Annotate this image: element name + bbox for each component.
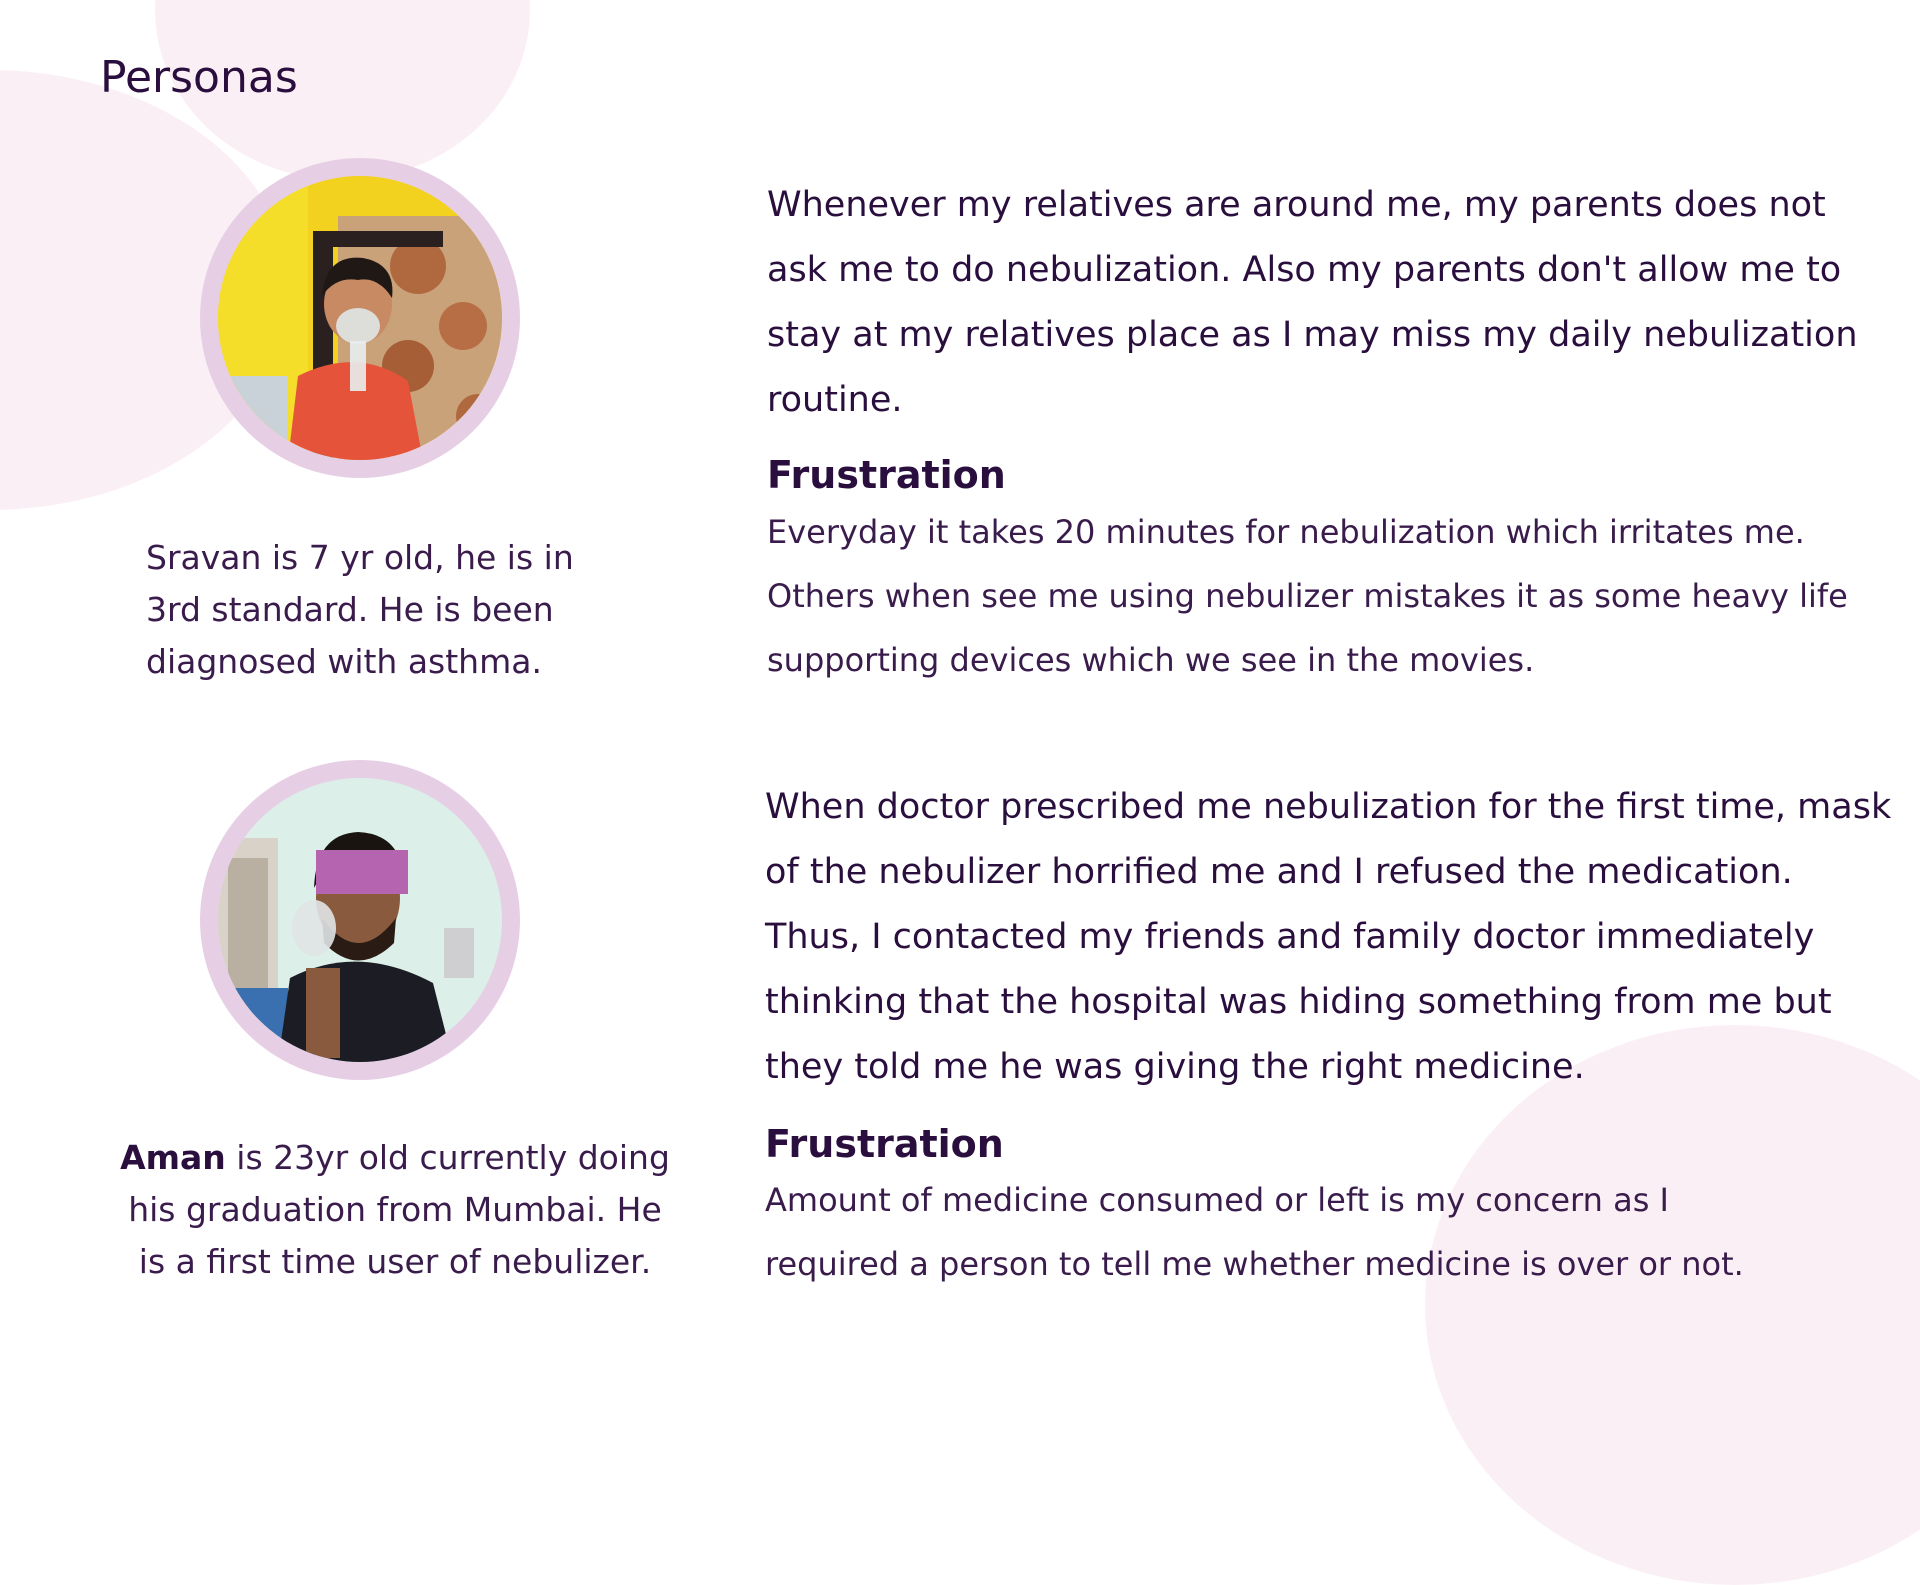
persona-1-frustration-heading: Frustration <box>767 453 1006 497</box>
child-with-nebulizer-image <box>218 176 502 460</box>
persona-2-frustration: Amount of medicine consumed or left is my concern as I required a person to tell me whether medicine is over or not. <box>765 1181 1744 1283</box>
persona-1-description: Sravan is 7 yr old, he is in 3rd standard. He is been diagnosed with asthma. <box>146 538 574 681</box>
persona-2-description-text: is 23yr old currently doing his graduation from Mumbai. He is a first time user of nebulizer. <box>128 1138 670 1281</box>
persona-1-frustration: Everyday it takes 20 minutes for nebulization which irritates me. Others when see me using nebulizer mistakes it as some heavy life supporting devices which we see in the movies. <box>767 513 1848 679</box>
persona-2-name: Aman <box>120 1138 226 1177</box>
man-with-nebulizer-image <box>218 778 502 1062</box>
persona-2-quote: When doctor prescribed me nebulization for the first time, mask of the nebulizer horrified me and I refused the medication. Thus, I contacted my friends and family doctor immediately thinking that the hospital was hiding something from me but they told me he was giving the right medicine. <box>765 787 1892 1087</box>
persona-2-description <box>110 1132 680 1288</box>
persona-1-avatar <box>200 158 520 478</box>
background-blob <box>1425 1025 1920 1585</box>
persona-1-quote: Whenever my relatives are around me, my parents does not ask me to do nebulization. Also my parents don't allow me to stay at my relatives place as I may miss my daily nebulization routine. <box>767 185 1858 420</box>
persona-2-avatar <box>200 760 520 1080</box>
persona-1-photo <box>218 176 502 460</box>
persona-2-photo <box>218 778 502 1062</box>
page-title: Personas <box>100 52 298 103</box>
persona-2-frustration-heading: Frustration <box>765 1122 1004 1166</box>
